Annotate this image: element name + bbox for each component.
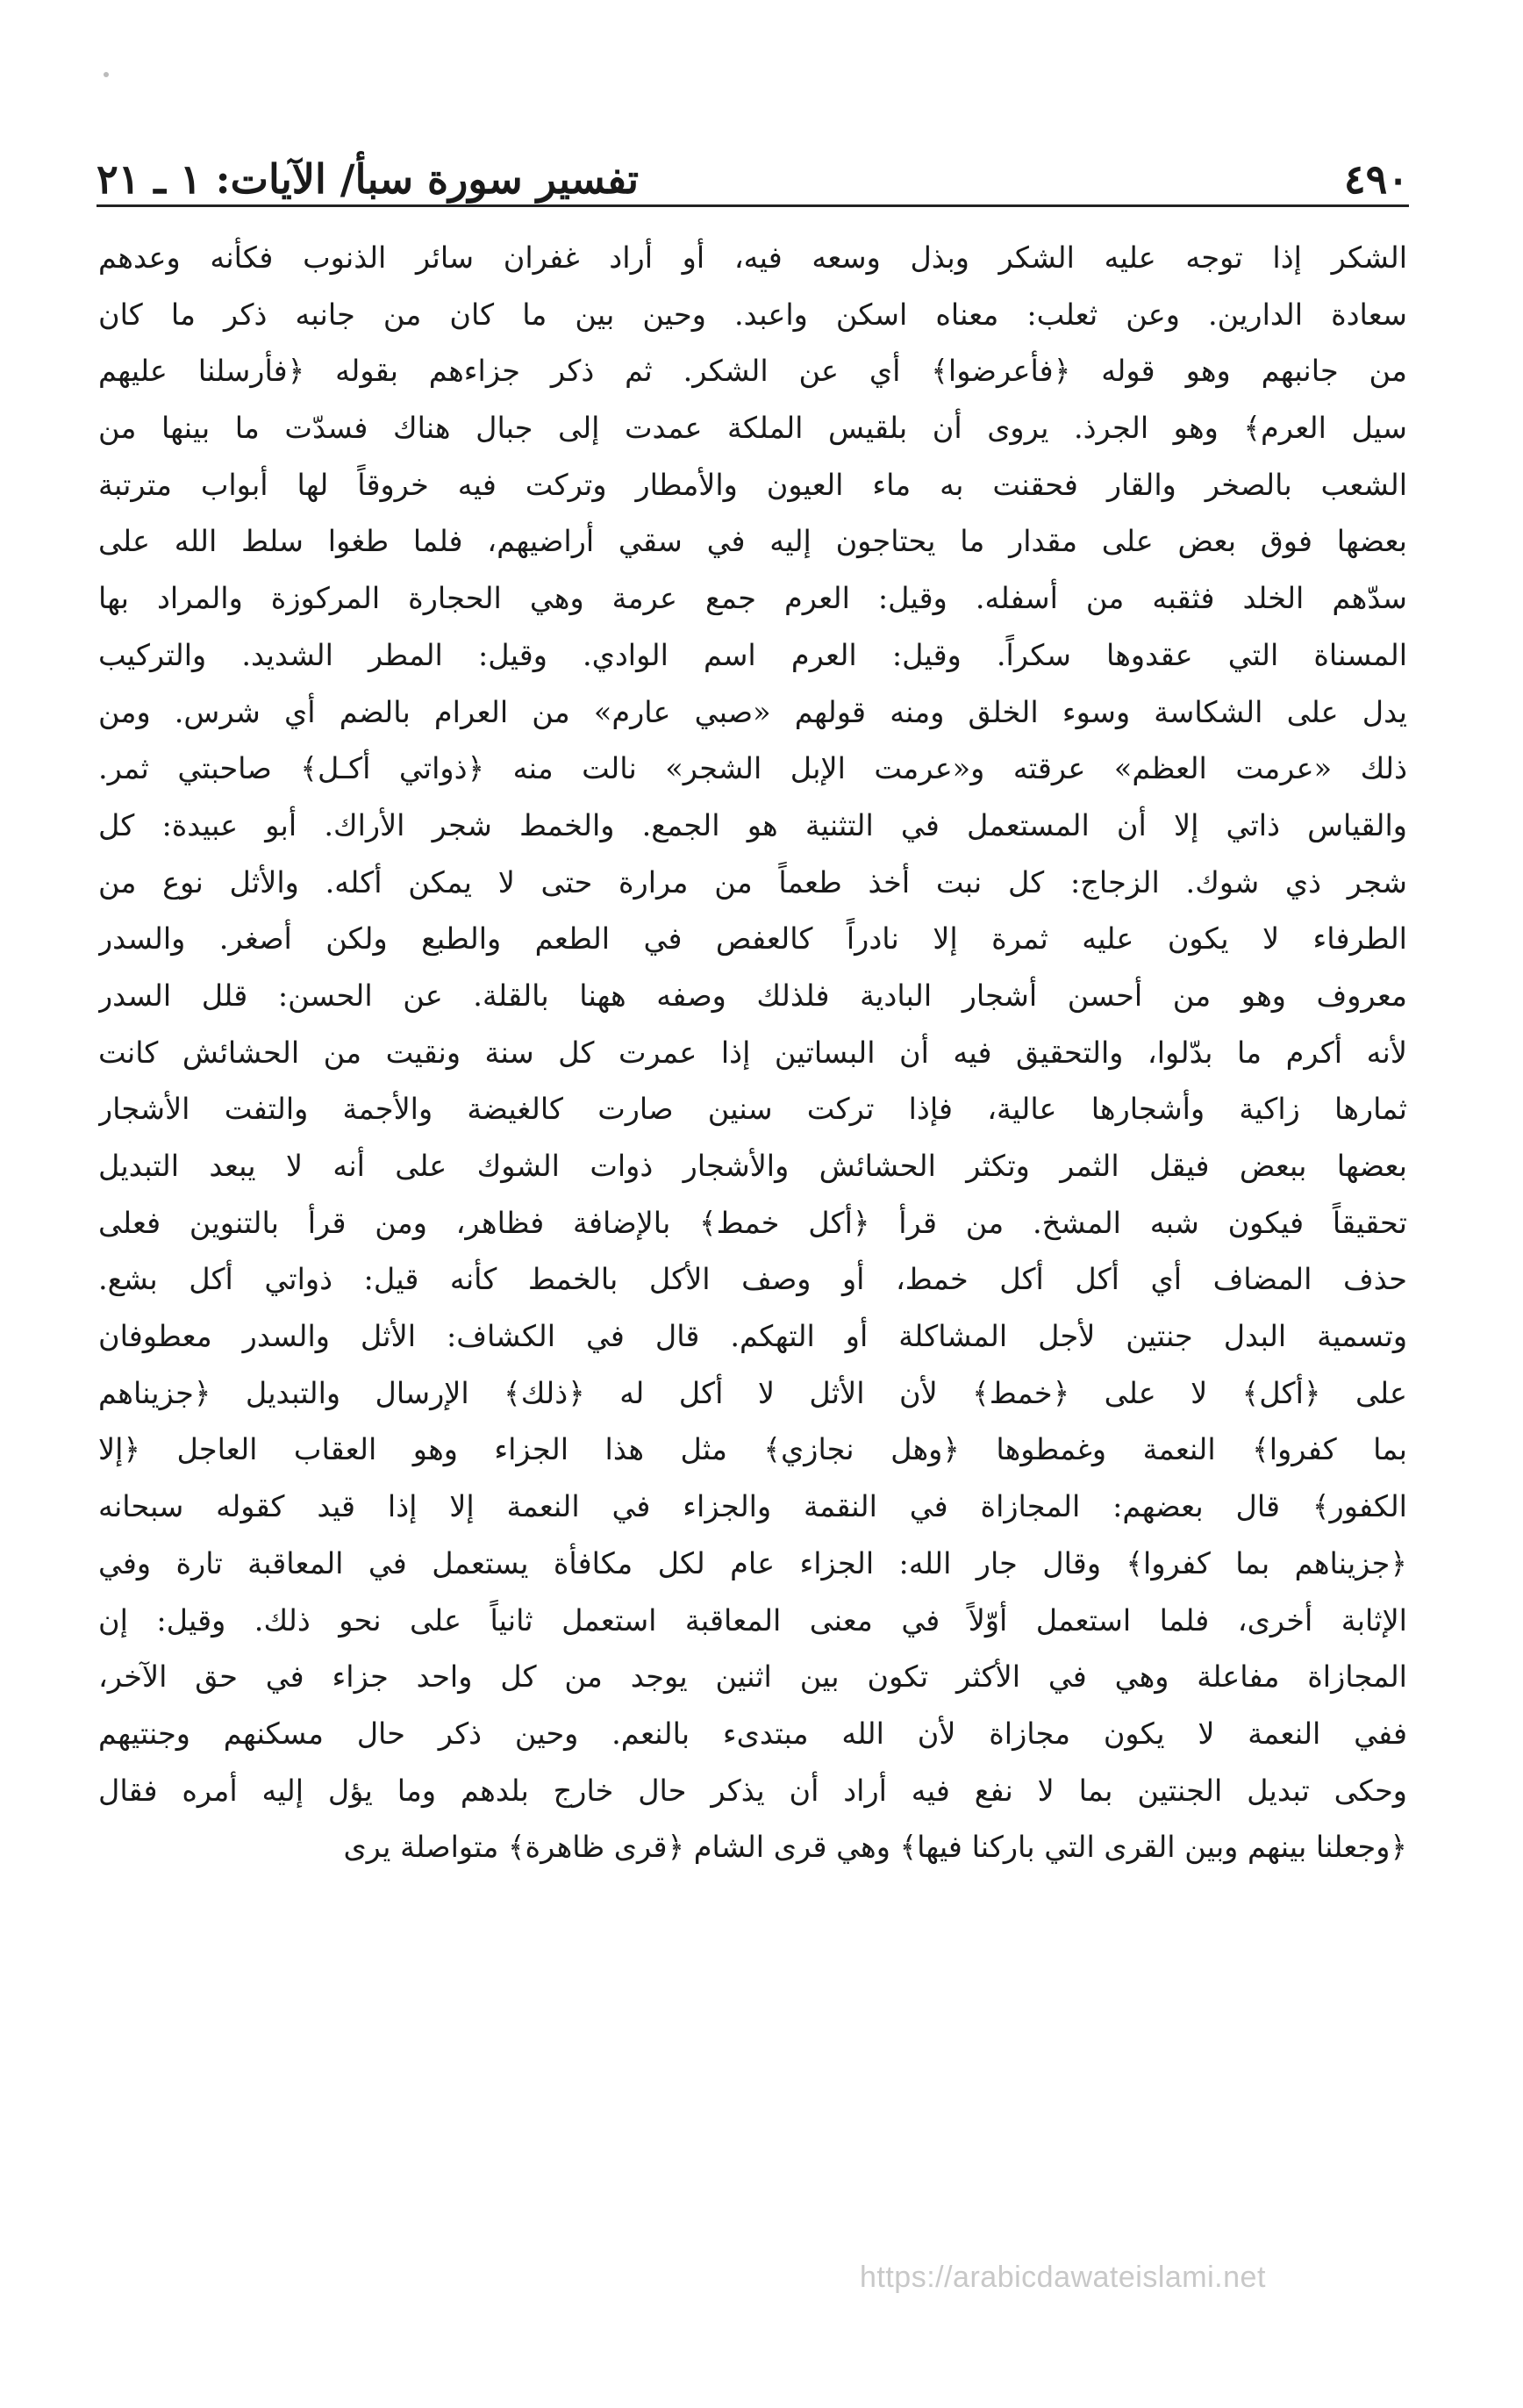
text-line: من جانبهم وهو قوله ﴿فأعرضوا﴾ أي عن الشكر. ثم ذكر جزاءهم بقوله ﴿فأرسلنا عليهم	[98, 354, 1407, 389]
text-line: سيل العرم﴾ وهو الجرذ. يروى أن بلقيس الملكة عمدت إلى جبال هناك فسدّت ما بينها من	[98, 411, 1407, 446]
text-line: بعضها فوق بعض على مقدار ما يحتاجون إليه في سقي أراضيهم، فلما طغوا سلط الله على	[98, 524, 1407, 559]
text-line: بعضها ببعض فيقل الثمر وتكثر الحشائش والأشجار ذوات الشوك على أنه لا يبعد التبديل	[98, 1149, 1407, 1183]
text-line: الإثابة أخرى، فلما استعمل أوّلاً في معنى المعاقبة استعمل ثانياً على نحو ذلك. وقيل: إن	[98, 1602, 1407, 1638]
text-line: تحقيقاً فيكون شبه المشخ. من قرأ ﴿أكل خمط﴾ بالإضافة فظاهر، ومن قرأ بالتنوين فعلى	[98, 1205, 1407, 1240]
text-line: معروف وهو من أحسن أشجار البادية فلذلك وصفه ههنا بالقلة. عن الحسن: قلل السدر	[98, 978, 1407, 1013]
page-header	[97, 132, 1409, 207]
text-line: لأنه أكرم ما بدّلوا، والتحقيق فيه أن البساتين إذا عمرت كل سنة ونقيت من الحشائش كانت	[98, 1035, 1407, 1070]
text-line: يدل على الشكاسة وسوء الخلق ومنه قولهم «صبي عارم» من العرام بالضم أي شرس. ومن	[98, 694, 1407, 729]
text-line: والقياس ذاتي إلا أن المستعمل في التثنية هو الجمع. والخمط شجر الأراك. أبو عبيدة: كل	[98, 807, 1407, 842]
text-line: وتسمية البدل جنتين لأجل المشاكلة أو التهكم. قال في الكشاف: الأثل والسدر معطوفان	[98, 1319, 1407, 1354]
text-line: ففي النعمة لا يكون مجازاة لأن الله مبتدىء بالنعم. وحين ذكر حال مسكنهم وجنتيهم	[98, 1716, 1407, 1751]
scan-speck	[104, 72, 109, 77]
text-line: بما كفروا﴾ النعمة وغمطوها ﴿وهل نجازي﴾ مثل هذا الجزاء وهو العقاب العاجل ﴿إلا	[98, 1432, 1407, 1467]
page-number: ٤٩٠	[1343, 155, 1409, 203]
text-line: الشعب بالصخر والقار فحقنت به ماء العيون والأمطار وتركت فيه خروقاً لها أبواب مترتبة	[98, 467, 1407, 502]
text-line: سعادة الدارين. وعن ثعلب: معناه اسكن واعبد. وحين بين ما كان من جانبه ذكر ما كان	[98, 297, 1407, 332]
text-line: وحكى تبديل الجنتين بما لا نفع فيه أراد أن يذكر حال خارج بلدهم وما يؤل إليه أمره فقال	[98, 1773, 1407, 1808]
running-title: تفسير سورة سبأ/ الآيات: ١ ـ ٢١	[97, 155, 640, 203]
text-line: الكفور﴾ قال بعضهم: المجازاة في النقمة والجزاء في النعمة إلا إذا قيد كقوله سبحانه	[98, 1489, 1407, 1524]
text-line: حذف المضاف أي أكل أكل خمط، أو وصف الأكل بالخمط كأنه قيل: ذواتي أكل بشع.	[98, 1262, 1407, 1297]
watermark-url: https://arabicdawateislami.net	[860, 2261, 1266, 2294]
text-line: ﴿جزيناهم بما كفروا﴾ وقال جار الله: الجزاء عام لكل مكافأة يستعمل في المعاقبة تارة وفي	[98, 1545, 1407, 1580]
text-line: الشكر إذا توجه عليه الشكر وبذل وسعه فيه، أو أراد غفران سائر الذنوب فكأنه وعدهم	[98, 240, 1407, 275]
text-line: المسناة التي عقدوها سكراً. وقيل: العرم اسم الوادي. وقيل: المطر الشديد. والتركيب	[98, 637, 1407, 672]
text-line: الطرفاء لا يكون عليه ثمرة إلا نادراً كالعفص في الطعم والطبع ولكن أصغر. والسدر	[98, 921, 1407, 957]
text-line: على ﴿أكل﴾ لا على ﴿خمط﴾ لأن الأثل لا أكل له ﴿ذلك﴾ الإرسال والتبديل ﴿جزيناهم	[98, 1375, 1407, 1410]
text-line: شجر ذي شوك. الزجاج: كل نبت أخذ طعماً من مرارة حتى لا يمكن أكله. والأثل نوع من	[98, 864, 1407, 899]
text-line: ذلك «عرمت العظم» عرقته و«عرمت الإبل الشجر» نالت منه ﴿ذواتي أكـل﴾ صاحبتي ثمر.	[98, 751, 1407, 786]
text-line: سدّهم الخلد فثقبه من أسفله. وقيل: العرم جمع عرمة وهي الحجارة المركوزة والمراد بها	[98, 581, 1407, 616]
body-text	[98, 230, 1407, 1876]
text-line: ﴿وجعلنا بينهم وبين القرى التي باركنا فيها﴾ وهي قرى الشام ﴿قرى ظاهرة﴾ متواصلة يرى	[343, 1830, 1407, 1865]
text-line: ثمارها زاكية وأشجارها عالية، فإذا تركت سنين صارت كالغيضة والأجمة والتفت الأشجار	[98, 1092, 1407, 1127]
text-line: المجازاة مفاعلة وهي في الأكثر تكون بين اثنين يوجد من كل واحد جزاء في حق الآخر،	[98, 1659, 1407, 1695]
